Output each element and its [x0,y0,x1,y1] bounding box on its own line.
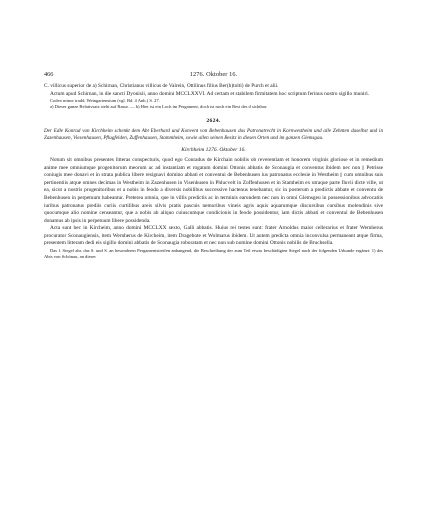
previous-document-actum: Actum apud Schirnan, in die sancti Dyonisii, anno domini MCCLXXVI. Ad certam et stabilem firmitatem hoc scriptum ferinus nostro sigillo muniri. [50,90,370,97]
charter-text: Notum sit omnibus presentes litteras conspecturis, quod ego Conradus de Kirchain nobilis ob reverentiam et honorem virginis gloriose et in remedium anime mee omniumque progenitorum meorum ac ad instantiam et rogatum domini Ottonis abbatis de Sconaugia et conventus ibidem nec non || Petrisse coniugis mee donavi et in strata publica libere resignavi domino abbati et conventui de Bebenhusen ius patronatus ecclesie in Westheim || cum omnibus suis pertinentiis atque omnes decimas in Westheim in Zazenhusen in Visenhusen in Phlucvelt in Zoffenhusen et in Stamheim ex utraque parte fluvii dicte ville, ut ea, sicut a nostris progenitoribus et a nobis in feodo a diversis nobilibus successive hactenus tenebantur, sic in posterum a predictis abbate et conventu de Bebenhusen in perpetuum habeantur. Preterea omnia, que in villis predictis ac in terminis earundem nec non in omni Glemsgeu in possessionibus advocatiis iuribus patronatus prediis curiis curtilibus areis silvis pratis pascuis nemoribus vineis agris aquis aquarumque discursibus cursibus molendinis sive quocumque alio nomine censeantur, que a nobis ab aliquo cuiuscumque condicionis in feodo possidentur, iam dictis abbati et conventui de Bebenhusen donamus ab ipsis in perpetuum libere possidenda. [44,157,383,224]
source-citation: Codex minor tradd. Weingartensium (vgl. Bd. 4 Anh.) S. 27. [50,98,160,104]
footnote-a: a) Dieser ganze Relativsatz steht auf Rasur. — b) Hier ist ein Loch im Pergament, doch ist noch ein Rest des d sichtbar. [50,104,268,110]
document-dateline: Kirchheim 1276. Oktober 16. [181,147,246,154]
document-number: 2624. [206,117,221,124]
running-title: 1276. Oktober 16. [189,71,238,78]
page-header [44,70,383,79]
document-regest: Der Edle Konrad von Kirchheim schenkt dem Abt Eberhard und Konvent von Bebenhausen das Patronatrecht in Kornwestheim und alle Zehnten daselbst und in Zazenhausen, Viesenhausen, Pflugfelden, Zuffenhausen, Stammheim, sowie allen seinen Besitz in diesen Orten und im ganzen Glemsgau. [44,127,383,141]
page-number: 466 [44,71,54,78]
seal-footnote: Das f. Siegel abr. das S. und S. an besonderen Pergamentstreifen anhangend, die Beschreibung der zum Teil etwas beschädigten Siegel nach der folgenden Urkunde ergänzt: 1) des Abts von Schönau, an dieser [44,247,383,260]
charter-witnesses: Acta sunt hec in Kircheim, anno domini MCCLXX sexto, Galli abbatis. Huius rei testes sunt: frater Arnoldus maior cellerarius et frater Wernherus procurator Sconaugiensis, item Wernherus de Kircheim, item Dragebote et Wolmarus ibidem. Ut autem predicta omnia inconvulsa permaneant atque firma, presentem litteram dedi eis sigillo domini abbatis de Sconaugia roboratam et nec non sub nomine domini Ottonis nobilis de Bruchsella. [44,225,383,247]
previous-document-witnesses: C. villicus superior de a) Schirnan, Christianus villicus de Valrein, Ottilinus filius Ber(h)tolti) de Purch et alii. [44,83,279,89]
